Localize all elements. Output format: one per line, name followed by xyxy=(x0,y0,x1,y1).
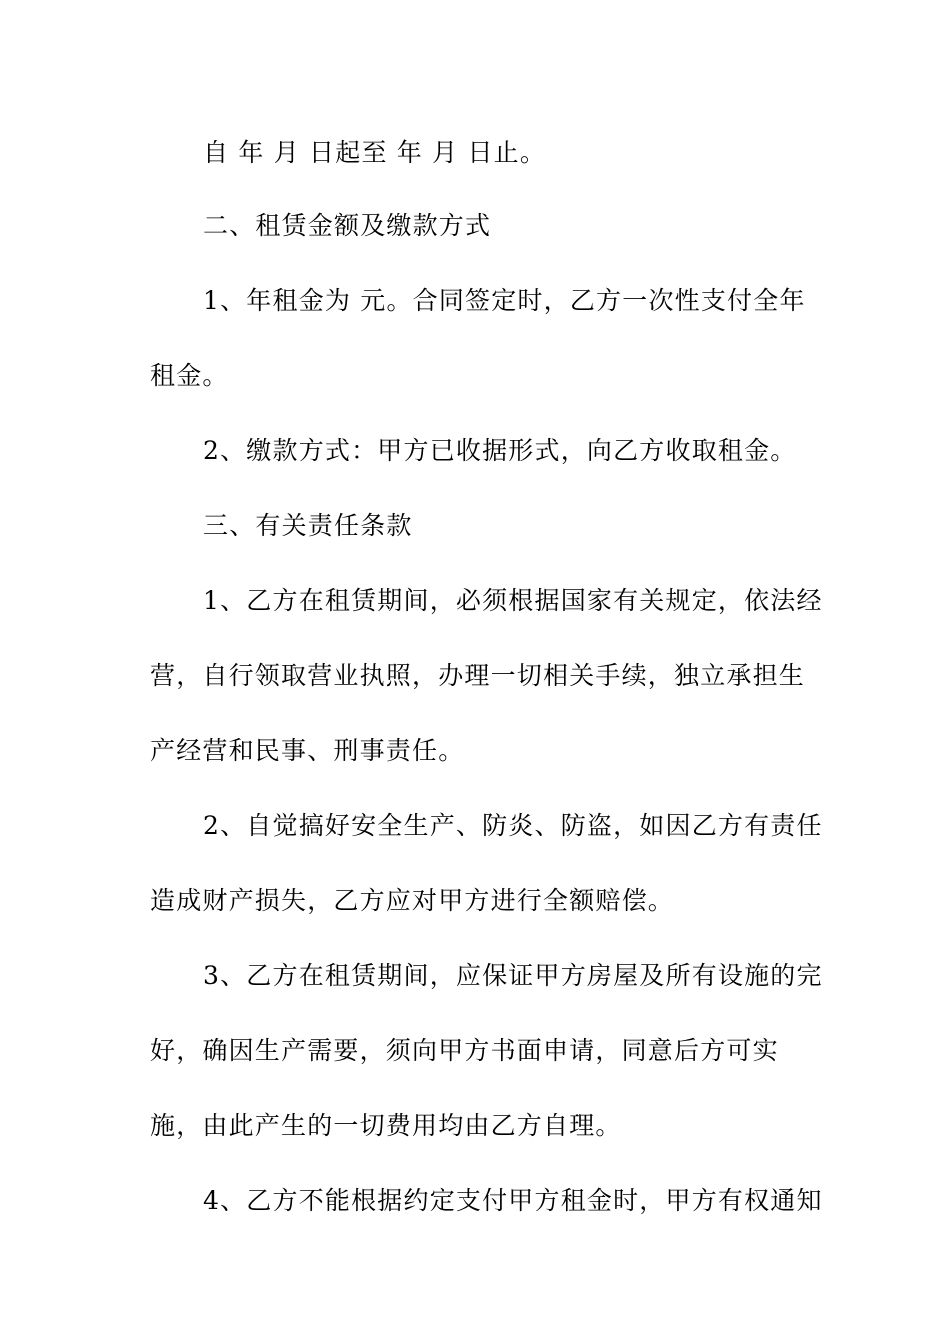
text-line-payment-method: 2、缴款方式：甲方已收据形式，向乙方收取租金。 xyxy=(203,436,797,465)
section-heading-rent-payment: 二、租赁金额及缴款方式 xyxy=(203,211,492,240)
text-line-term-period: 自 年 月 日起至 年 月 日止。 xyxy=(203,138,547,167)
text-line-clause-1-cont-a: 营，自行领取营业执照，办理一切相关手续，独立承担生 xyxy=(150,661,806,690)
text-line-clause-1: 1、乙方在租赁期间，必须根据国家有关规定，依法经 xyxy=(203,586,823,615)
text-line-clause-4: 4、乙方不能根据约定支付甲方租金时，甲方有权通知 xyxy=(203,1186,823,1215)
text-line-clause-3-cont-b: 施，由此产生的一切费用均由乙方自理。 xyxy=(150,1111,622,1140)
text-line-annual-rent-cont: 租金。 xyxy=(150,361,229,390)
text-line-clause-1-cont-b: 产经营和民事、刑事责任。 xyxy=(150,736,465,765)
text-line-clause-3-cont-a: 好，确因生产需要，须向甲方书面申请，同意后方可实 xyxy=(150,1036,779,1065)
text-line-clause-3: 3、乙方在租赁期间，应保证甲方房屋及所有设施的完 xyxy=(203,961,823,990)
text-line-annual-rent: 1、年租金为 元。合同签定时，乙方一次性支付全年 xyxy=(203,286,806,315)
section-heading-responsibility: 三、有关责任条款 xyxy=(203,511,413,540)
text-line-clause-2: 2、自觉搞好安全生产、防炎、防盗，如因乙方有责任 xyxy=(203,811,823,840)
text-line-clause-2-cont: 造成财产损失，乙方应对甲方进行全额赔偿。 xyxy=(150,886,675,915)
